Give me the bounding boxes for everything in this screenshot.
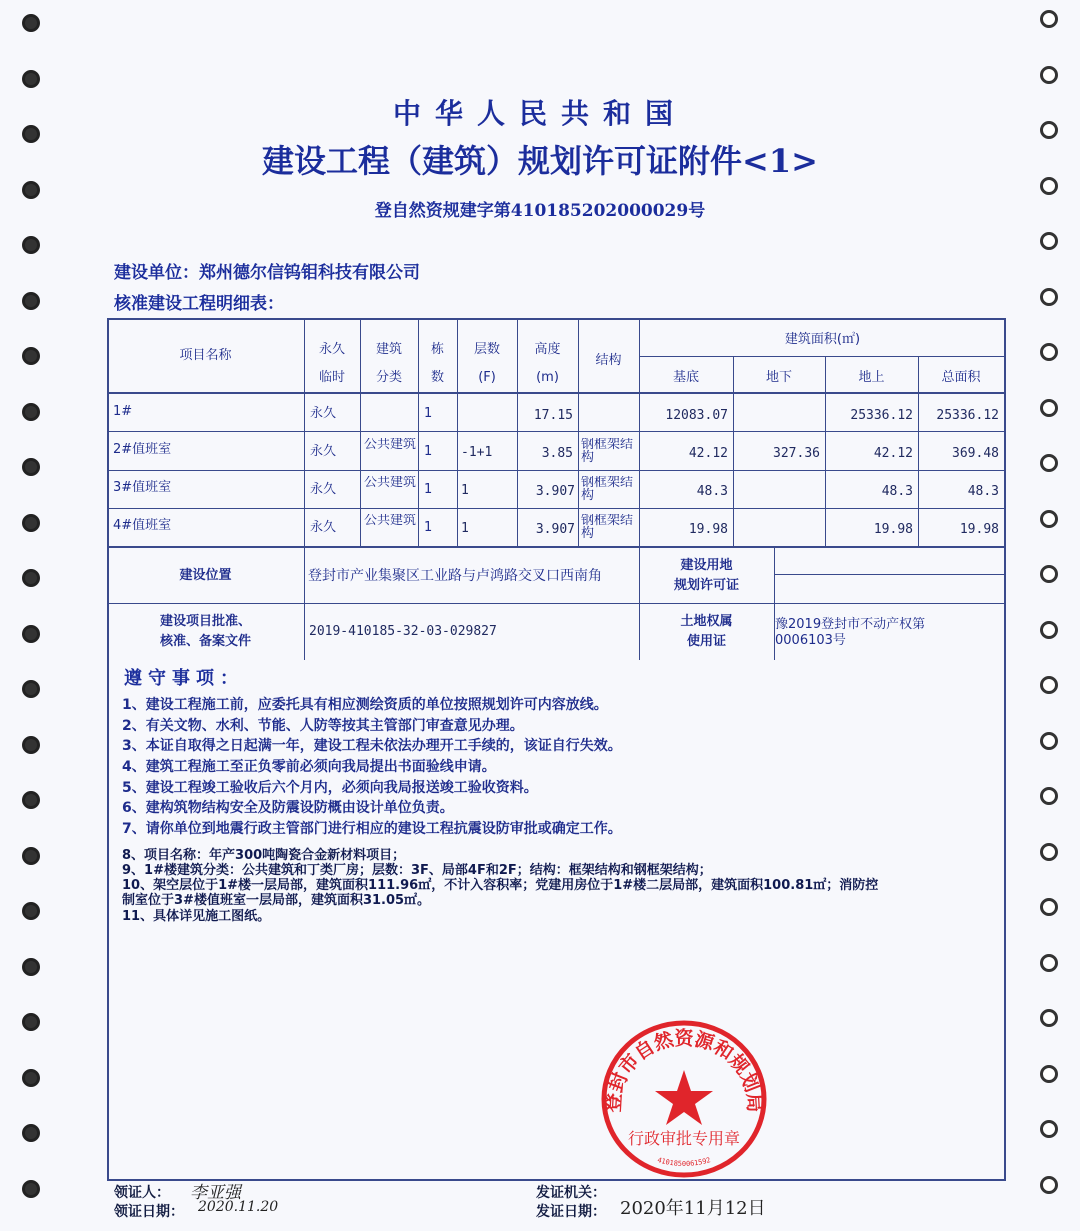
row4-cat: 公共建筑 [364,514,416,528]
notes-heading: 遵守事项： [124,668,244,689]
feed-hole [22,902,40,920]
receiver-signature: 李亚强 [190,1183,241,1203]
row2-floors: -1+1 [461,445,493,460]
seal-dept: 行政审批专用章 [627,1129,741,1148]
feed-hole [1040,843,1058,861]
approval-label-2: 核准、备案文件 [159,634,251,649]
row3-perm: 永久 [310,482,337,497]
row1-total: 25336.12 [936,408,999,423]
feed-hole [22,403,40,421]
note-item: 5、建设工程竣工验收后六个月内，必须向我局报送竣工验收资料。 [122,780,538,796]
approval-value: 2019-410185-32-03-029827 [309,624,497,639]
location-label: 建设位置 [179,568,232,583]
receive-date: 2020.11.20 [198,1199,279,1215]
row4-height: 3.907 [535,522,575,537]
header-base: 基底 [672,370,699,385]
row2-cat: 公共建筑 [364,438,416,452]
row4-floors: 1 [461,521,469,536]
row4-count: 1 [424,520,433,535]
row4-total: 19.98 [959,522,999,537]
construction-unit [114,258,420,283]
feed-hole [22,347,40,365]
note-item: 3、本证自取得之日起满一年，建设工程未依法办理开工手续的，该证自行失效。 [122,738,622,754]
feed-hole [1040,510,1058,528]
location-value: 登封市产业集聚区工业路与卢鸿路交叉口西南角 [308,568,602,584]
feed-hole [22,1013,40,1031]
extra-note: 11、具体详见施工图纸。 [122,909,271,924]
extra-note: 9、1#楼建筑分类：公共建筑和丁类厂房；层数：3F、局部4F和2F；结构：框架结构和钢框架结构； [122,863,712,878]
header-area: 建筑面积(㎡) [784,332,861,347]
detail-table [107,318,1006,660]
feed-hole [1040,288,1058,306]
feed-hole [1040,1120,1058,1138]
official-seal [598,1018,770,1180]
feed-hole [1040,1176,1058,1194]
detail-list-label: 核准建设工程明细表： [114,294,284,314]
row3-floors: 1 [461,483,469,498]
note-item: 4、建筑工程施工至正负零前必须向我局提出书面验线申请。 [122,759,496,775]
feed-hole [22,847,40,865]
feed-hole [22,14,40,32]
feed-hole [1040,787,1058,805]
feed-hole [22,569,40,587]
row2-height: 3.85 [541,446,573,461]
left-feed-holes [8,0,58,1231]
approval-label-1: 建设项目批准、 [159,614,251,629]
feed-hole [22,736,40,754]
header-above: 地上 [858,370,885,385]
note-item: 7、请你单位到地震行政主管部门进行相应的建设工程抗震设防审批或确定工作。 [122,821,622,837]
row2-base: 42.12 [688,446,728,461]
extra-note: 8、项目名称：年产300吨陶瓷合金新材料项目； [122,848,406,863]
row2-structure: 钢框架结构 [581,438,634,465]
row2-above: 42.12 [873,446,913,461]
row3-count: 1 [424,482,433,497]
issue-date-label: 发证日期： [536,1204,606,1220]
header-perm-2: 临时 [318,370,345,385]
row3-name: 3#值班室 [113,480,172,495]
land-permit-label-2: 规划许可证 [673,578,739,593]
header-count-2: 数 [430,370,444,385]
feed-hole [1040,66,1058,84]
row2-total: 369.48 [952,446,999,461]
row4-above: 19.98 [873,522,913,537]
row3-total: 48.3 [967,484,999,499]
land-right-value-2: 0006103号 [775,633,846,648]
receiver-label: 领证人： [114,1185,170,1201]
document-title: 建设工程（建筑）规划许可证附件<1> [262,142,818,180]
row1-above: 25336.12 [850,408,913,423]
issue-date: 2020年11月12日 [620,1198,766,1219]
header-under: 地下 [765,370,792,385]
land-right-label-1: 土地权属 [680,614,733,629]
feed-hole [22,1180,40,1198]
land-permit-label-1: 建设用地 [680,558,733,573]
feed-hole [22,791,40,809]
feed-hole [1040,343,1058,361]
extra-note: 制室位于3#楼值班室一层局部，建筑面积31.05㎡。 [122,893,431,908]
row2-under: 327.36 [773,446,820,461]
row1-count: 1 [424,406,433,421]
feed-hole [22,458,40,476]
seal-star-icon [655,1070,713,1125]
construction-unit-value: 郑州德尔信钨钼科技有限公司 [199,263,420,283]
header-count-1: 栋 [430,342,444,357]
feed-hole [22,70,40,88]
row3-height: 3.907 [535,484,575,499]
country-title: 中华人民共和国 [392,97,687,130]
row4-base: 19.98 [688,522,728,537]
feed-hole [1040,1009,1058,1027]
header-height-2: (m) [536,370,559,385]
feed-hole [22,1069,40,1087]
row1-height: 17.15 [533,408,573,423]
land-right-label-2: 使用证 [686,634,726,649]
feed-hole [1040,454,1058,472]
right-feed-holes [1022,0,1072,1231]
seal-code: 4101850061592 [656,1156,712,1168]
row1-perm: 永久 [310,406,337,421]
row1-name: 1# [113,404,133,419]
feed-hole [22,236,40,254]
row2-name: 2#值班室 [113,442,172,457]
feed-hole [22,292,40,310]
header-structure: 结构 [595,353,622,368]
header-perm-1: 永久 [318,342,345,357]
note-item: 1、建设工程施工前，应委托具有相应测绘资质的单位按照规划许可内容放线。 [122,697,608,713]
row4-perm: 永久 [310,520,337,535]
feed-hole [22,680,40,698]
header-floors-1: 层数 [473,342,500,357]
feed-hole [22,958,40,976]
header-height-1: 高度 [534,342,561,357]
row3-cat: 公共建筑 [364,476,416,490]
feed-hole [1040,10,1058,28]
feed-hole [1040,565,1058,583]
receive-date-label: 领证日期： [114,1204,184,1220]
issuer-label: 发证机关： [536,1185,606,1201]
row3-structure: 钢框架结构 [581,476,634,503]
seal-code-text [656,1156,711,1168]
feed-hole [1040,1065,1058,1083]
row4-name: 4#值班室 [113,518,172,533]
row2-perm: 永久 [310,444,337,459]
header-total: 总面积 [941,370,981,385]
feed-hole [1040,399,1058,417]
row1-base: 12083.07 [665,408,728,423]
header-name: 项目名称 [179,348,232,363]
feed-hole [22,625,40,643]
certificate-number: 登自然资规建字第410185202000029号 [374,201,706,221]
feed-hole [22,514,40,532]
row2-count: 1 [424,444,433,459]
feed-hole [1040,621,1058,639]
feed-hole [1040,898,1058,916]
row3-base: 48.3 [696,484,728,499]
construction-unit-label: 建设单位： [114,263,199,283]
row3-above: 48.3 [881,484,913,499]
header-cat-2: 分类 [375,370,402,385]
feed-hole [22,1124,40,1142]
land-right-value-1: 豫2019登封市不动产权第 [775,617,926,632]
extra-note: 10、架空层位于1#楼一层局部，建筑面积111.96㎡，不计入容积率；党建用房位于1#楼二层局部，建筑面积100.81㎡；消防控 [122,878,879,893]
seal-org: 登封市自然资源和规划局 [602,1027,766,1113]
feed-hole [1040,232,1058,250]
note-item: 6、建构筑物结构安全及防震设防概由设计单位负责。 [122,800,454,816]
header-floors-2: (F) [478,370,496,385]
feed-hole [1040,732,1058,750]
note-item: 2、有关文物、水利、节能、人防等按其主管部门审查意见办理。 [122,718,524,734]
row4-structure: 钢框架结构 [581,514,634,541]
feed-hole [1040,676,1058,694]
feed-hole [1040,954,1058,972]
header-cat-1: 建筑 [375,342,402,357]
